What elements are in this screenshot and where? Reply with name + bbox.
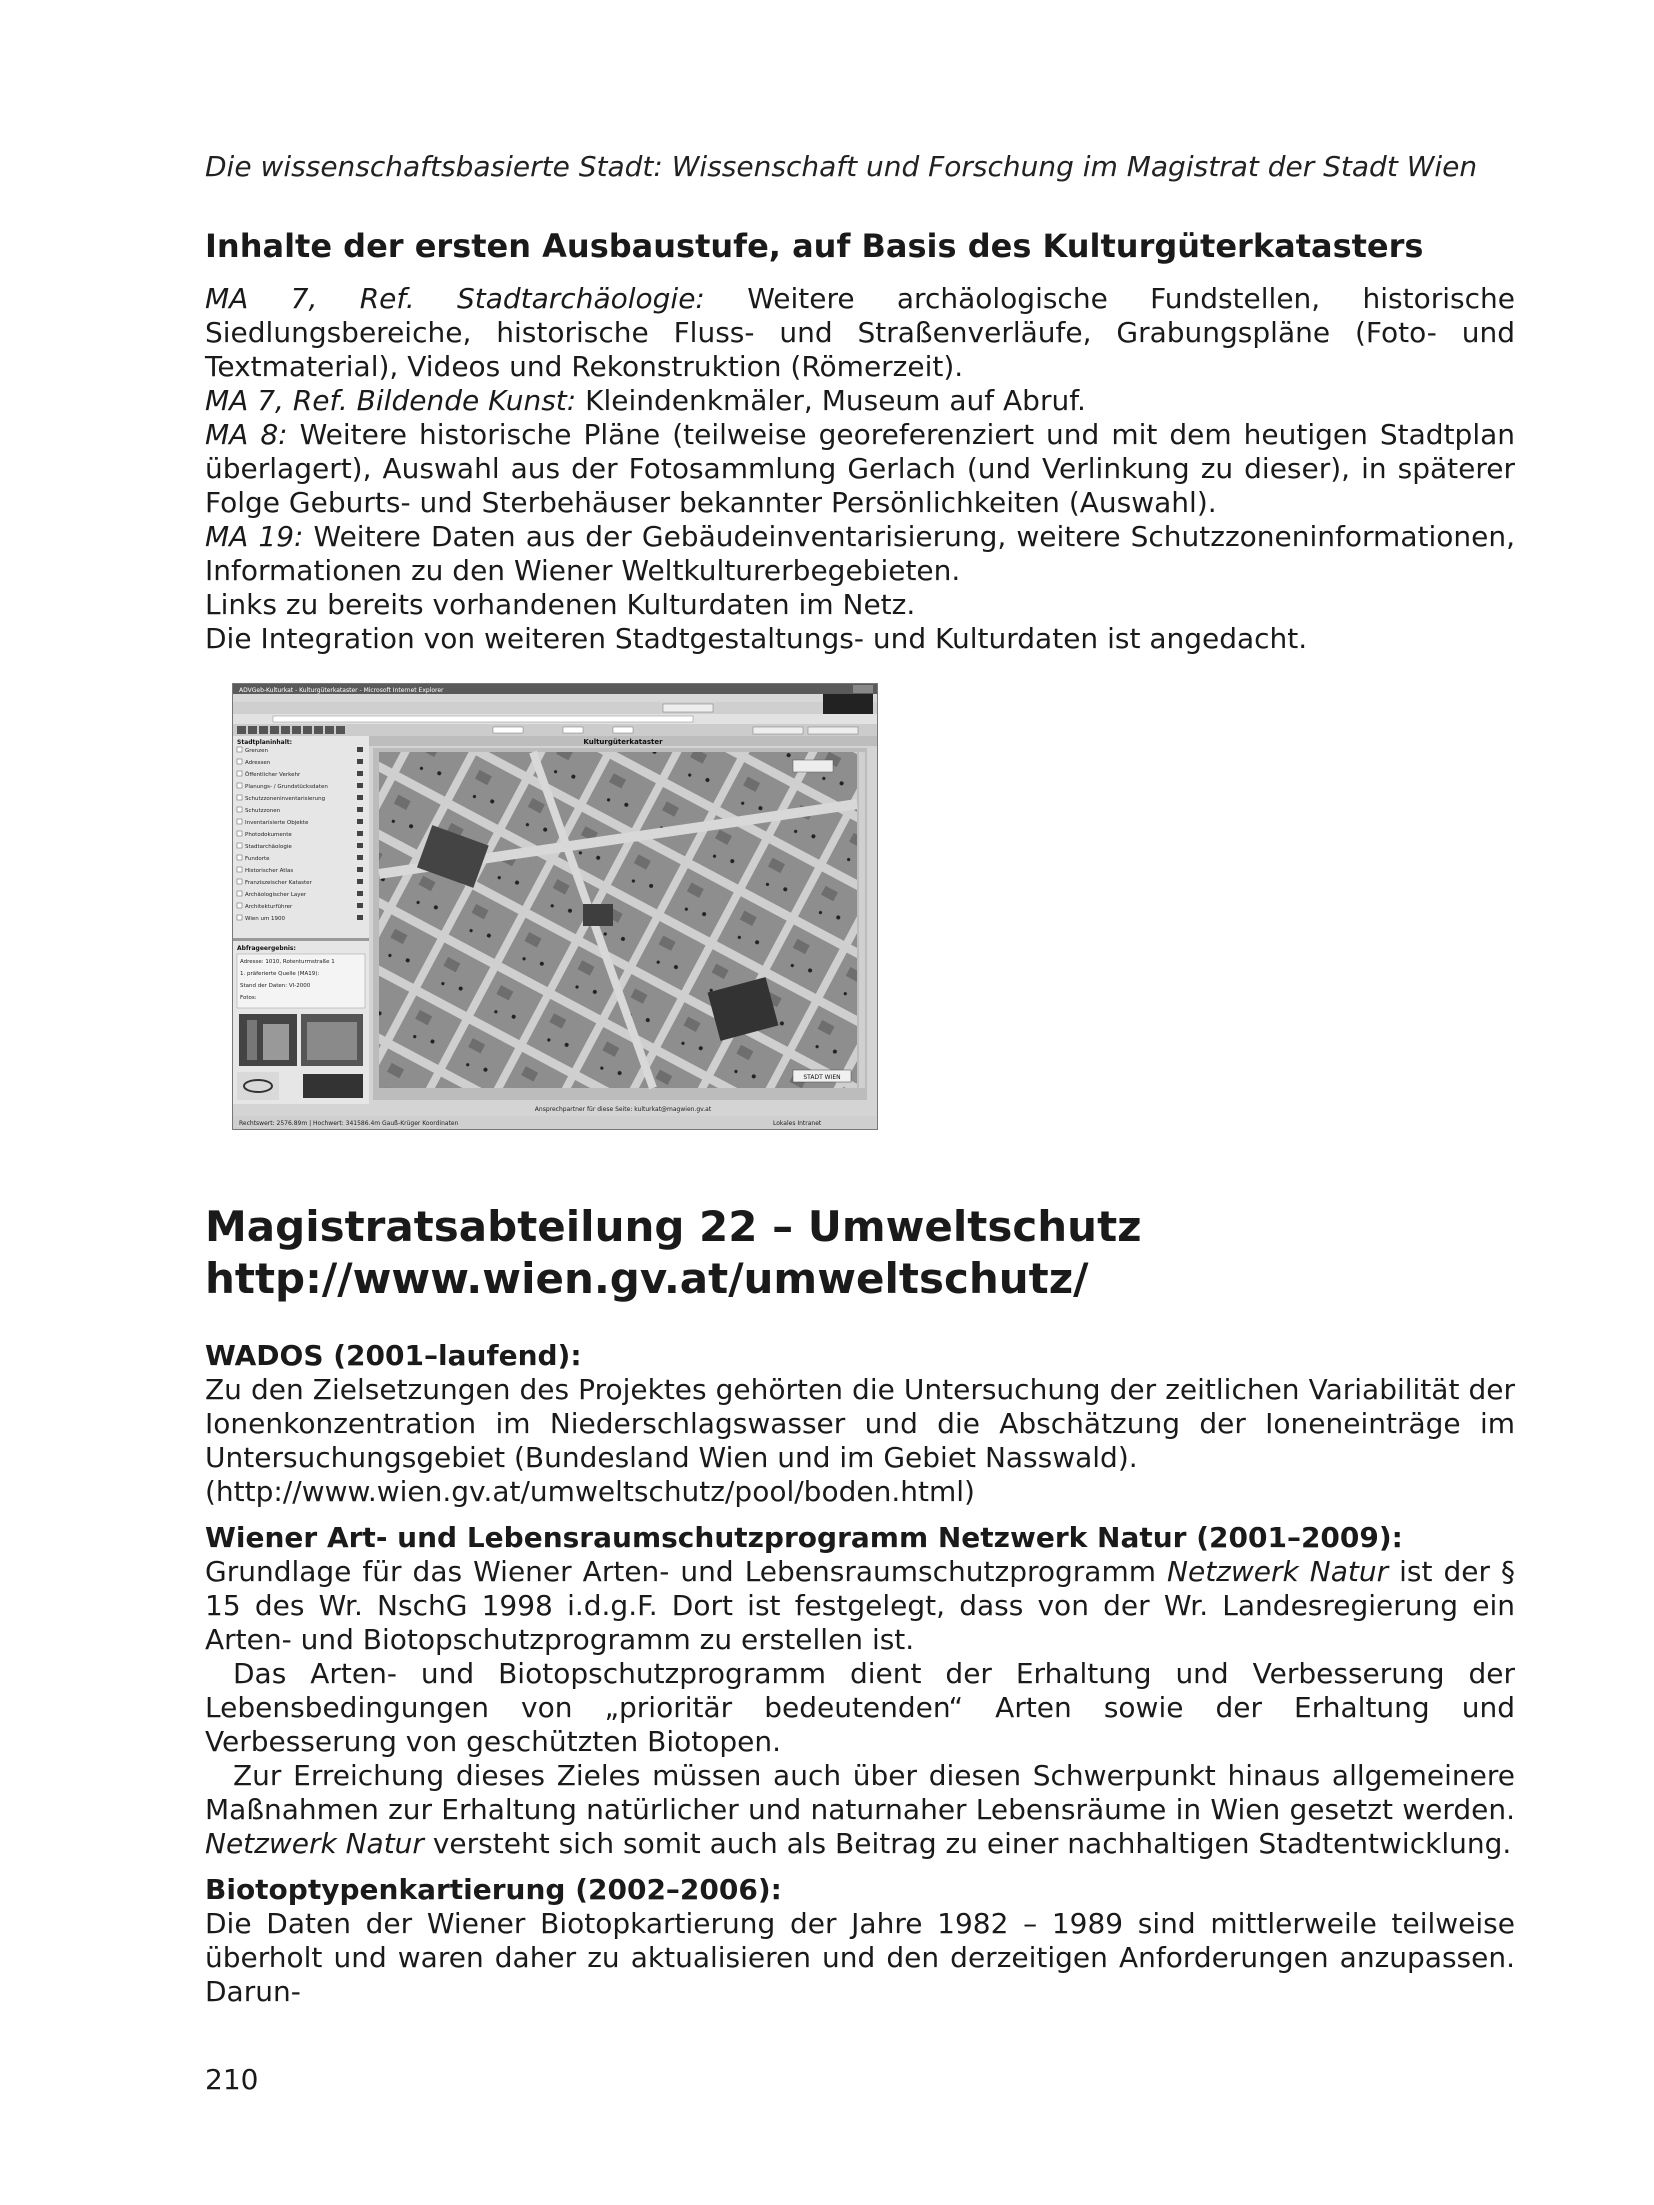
sidebar-layer-info-icon[interactable] <box>357 915 363 920</box>
window-close-button[interactable] <box>853 685 873 693</box>
paragraph-wados: Zu den Zielsetzungen des Projektes gehörten die Untersuchung der zeitlichen Variabilität der Ionenkonzentration im Niederschlagswasser und die Abschätzung der Ioneneinträge im Untersuchungsgebiet (Bundesland Wien und im Gebiet Nasswald). <box>205 1373 1515 1474</box>
netz-p3-emphasis: Netzwerk Natur <box>205 1827 424 1860</box>
sidebar-layer-checkbox[interactable] <box>237 759 242 764</box>
label-ma19: MA 19: <box>205 520 304 553</box>
sidebar-layer-info-icon[interactable] <box>357 891 363 896</box>
sidebar-layer-item[interactable]: Schutzzonen <box>245 808 281 814</box>
paragraph-ma7-stadtarchaeologie <box>205 282 1515 384</box>
query-result-line: Adresse: 1010, Rotenturmstraße 1 <box>240 959 335 965</box>
paragraph-ma19 <box>205 520 1515 588</box>
sidebar-layer-checkbox[interactable] <box>237 771 242 776</box>
map-building-block-3 <box>583 904 613 926</box>
sidebar-layer-info-icon[interactable] <box>357 855 363 860</box>
subheading-netzwerk-natur: Wiener Art- und Lebensraumschutzprogramm Netzwerk Natur (2001–2009): <box>205 1521 1403 1554</box>
sidebar-layer-checkbox[interactable] <box>237 867 242 872</box>
paragraph-ma7-bildende-kunst <box>205 384 1515 418</box>
address-input[interactable] <box>273 716 693 722</box>
sidebar-layer-info-icon[interactable] <box>357 807 363 812</box>
sidebar-layer-item[interactable]: Wien um 1900 <box>245 916 286 922</box>
breite-field[interactable] <box>563 727 583 733</box>
wados-link: (http://www.wien.gv.at/umweltschutz/pool/boden.html) <box>205 1475 975 1508</box>
sidebar-layer-checkbox[interactable] <box>237 747 242 752</box>
sidebar-layer-checkbox[interactable] <box>237 819 242 824</box>
query-result-line: 1. präferierte Quelle (MA19): <box>240 971 320 977</box>
sidebar-layer-checkbox[interactable] <box>237 891 242 896</box>
map-scrollbar[interactable] <box>859 752 865 1088</box>
sidebar-layer-checkbox[interactable] <box>237 795 242 800</box>
browser-toolbar <box>233 702 877 714</box>
sidebar-layer-checkbox[interactable] <box>237 783 242 788</box>
paragraph-netzwerk-3 <box>205 1759 1515 1861</box>
favorites-button[interactable] <box>663 704 713 712</box>
sidebar-layer-info-icon[interactable] <box>357 843 363 848</box>
line-integration: Die Integration von weiteren Stadtgestaltungs- und Kulturdaten ist angedacht. <box>205 622 1308 655</box>
query-result-line: Fotos: <box>240 995 257 1001</box>
footer-contact: Ansprechpartner für diese Seite: kulturkat@magwien.gv.at <box>534 1106 712 1113</box>
query-result-line: Stand der Daten: VI-2000 <box>240 983 311 989</box>
label-ma7-stadtarchaeologie: MA 7, Ref. Stadtarchäologie: <box>205 282 705 315</box>
netz-p1-emphasis: Netzwerk Natur <box>1167 1555 1389 1588</box>
sidebar-layer-item[interactable]: Archäologischer Layer <box>245 892 307 898</box>
paragraph-netzwerk-2: Das Arten- und Biotopschutzprogramm dient der Erhaltung und Verbesserung der Lebensbedingungen von „prioritär bedeutenden“ Arten sowie der Erhaltung und Verbesserung von geschützten Biotopen. <box>205 1657 1515 1758</box>
paragraph-biotoptypenkartierung: Die Daten der Wiener Biotopkartierung der Jahre 1982 – 1989 sind mittlerweile teilweise überholt und waren daher zu aktualisieren und den derzeitigen Anforderungen anzupassen. Darun- <box>205 1907 1515 2008</box>
netz-p3-text-b: versteht sich somit auch als Beitrag zu einer nachhaltigen Stadtentwicklung. <box>423 1827 1512 1860</box>
sidebar-layer-checkbox[interactable] <box>237 855 242 860</box>
sidebar-layer-item[interactable]: Schutzzoneninventarisierung <box>245 796 326 802</box>
netz-p1-text-b: ist der § 15 des Wr. NschG 1998 i.d.g.F. Dort ist festgelegt, dass von der Wr. Landesregierung ein Arten- und Biotopschutzprogramm zu erstellen ist. <box>205 1555 1516 1656</box>
sidebar-layer-checkbox[interactable] <box>237 843 242 848</box>
heading-line-ma22: Magistratsabteilung 22 – Umweltschutz <box>205 1202 1142 1251</box>
stadt-wien-logo <box>303 1074 363 1098</box>
sidebar-layer-info-icon[interactable] <box>357 783 363 788</box>
heading-line-url: http://www.wien.gv.at/umweltschutz/ <box>205 1254 1089 1303</box>
text-ma8: Weitere historische Pläne (teilweise georeferenziert und mit dem heutigen Stadtplan überlagert), Auswahl aus der Fotosammlung Gerlach (und Verlinkung zu dieser), in späterer Folge Geburts- und Sterbehäuser bekannter Persönlichkeiten (Auswahl). <box>205 418 1516 519</box>
bezirk-field[interactable] <box>493 727 523 733</box>
line-links: Links zu bereits vorhandenen Kulturdaten im Netz. <box>205 588 916 621</box>
sidebar-layer-item[interactable]: Planungs- / Grundstücksdaten <box>245 784 328 790</box>
section-heading-kulturgueter: Inhalte der ersten Ausbaustufe, auf Basis des Kulturgüterkatasters <box>205 227 1424 265</box>
menu-bar <box>233 694 877 702</box>
sidebar-layer-info-icon[interactable] <box>357 867 363 872</box>
map-badge-text: STADT WIEN <box>803 1074 841 1081</box>
sidebar-layer-item[interactable]: Öffentlicher Verkehr <box>245 772 301 778</box>
sidebar-layer-info-icon[interactable] <box>357 903 363 908</box>
city-map[interactable] <box>379 752 857 1088</box>
running-head: Die wissenschaftsbasierte Stadt: Wissenschaft und Forschung im Magistrat der Stadt Wien <box>205 150 1478 183</box>
sidebar-layer-item[interactable]: Photodokumente <box>245 832 292 838</box>
window-title: ADVGeb-Kulturkat - Kulturgüterkataster - Microsoft Internet Explorer <box>239 687 444 694</box>
sidebar-layer-item[interactable]: Architekturführer <box>245 904 293 910</box>
netz-p3-text-a: Zur Erreichung dieses Zieles müssen auch über diesen Schwerpunkt hinaus allgemeinere Maßnahmen zur Erhaltung natürlicher und naturnaher Lebensräume in Wien gesetzt werden. <box>205 1759 1515 1826</box>
sidebar-layer-item[interactable]: Inventarisierte Objekte <box>245 820 309 826</box>
section-body-umweltschutz <box>205 1339 1515 2009</box>
karte-button[interactable] <box>808 727 858 734</box>
map-scale-bar <box>793 760 833 772</box>
zoom-field[interactable] <box>613 727 633 733</box>
sidebar-layer-info-icon[interactable] <box>357 795 363 800</box>
sidebar-layer-item[interactable]: Adressen <box>245 760 271 766</box>
text-ma7-stadtarchaeologie: Weitere archäologische Fundstellen, historische Siedlungsbereiche, historische Fluss- und Straßenverläufe, Grabungspläne (Foto- und Textmaterial), Videos und Rekonstruktion (Römerzeit). <box>205 282 1515 383</box>
sidebar-layer-info-icon[interactable] <box>357 747 363 752</box>
paragraph-netzwerk-1 <box>205 1555 1515 1657</box>
sidebar-layer-info-icon[interactable] <box>357 819 363 824</box>
netz-p1-text-a: Grundlage für das Wiener Arten- und Lebensraumschutzprogramm <box>205 1555 1168 1588</box>
sidebar-layer-item[interactable]: Historischer Atlas <box>245 868 294 874</box>
sidebar-layer-checkbox[interactable] <box>237 879 242 884</box>
query-heading: Abfrageergebnis: <box>237 945 296 952</box>
section-body-kulturgueter <box>205 282 1515 656</box>
sidebar-layer-info-icon[interactable] <box>357 759 363 764</box>
sidebar-layer-checkbox[interactable] <box>237 807 242 812</box>
subheading-biotoptypenkartierung: Biotoptypenkartierung (2002–2006): <box>205 1873 782 1906</box>
sidebar-layer-item[interactable]: Fundorte <box>245 856 270 862</box>
browser-logo <box>823 694 873 714</box>
label-ma7-bildende-kunst: MA 7, Ref. Bildende Kunst: <box>205 384 577 417</box>
text-ma19: Weitere Daten aus der Gebäudeinventarisierung, weitere Schutzzoneninformationen, Informationen zu den Wiener Weltkulturerbegebieten. <box>205 520 1515 587</box>
paragraph-ma8 <box>205 418 1515 520</box>
wien-at-button[interactable] <box>753 727 803 734</box>
sidebar-layer-item[interactable]: Franziszeischer Kataster <box>245 880 312 886</box>
status-text: Rechtswert: 2576.89m | Hochwert: 341586.4m Gauß-Krüger Koordinaten <box>239 1120 459 1127</box>
status-zone: Lokales Intranet <box>773 1120 822 1127</box>
page-number: 210 <box>205 2063 259 2096</box>
sidebar-divider <box>233 938 369 941</box>
sidebar-layer-info-icon[interactable] <box>357 879 363 884</box>
label-ma8: MA 8: <box>205 418 288 451</box>
kulturgueterkataster-screenshot <box>232 683 878 1130</box>
sidebar-layer-info-icon[interactable] <box>357 831 363 836</box>
sidebar-layer-item[interactable]: Grenzen <box>245 748 269 754</box>
screenshot-figure <box>233 684 877 1129</box>
sidebar-layer-item[interactable]: Stadtarchäologie <box>245 844 292 850</box>
sidebar-layer-checkbox[interactable] <box>237 915 242 920</box>
section-heading-umweltschutz <box>205 1201 1495 1305</box>
sidebar-layer-checkbox[interactable] <box>237 903 242 908</box>
sidebar-layer-checkbox[interactable] <box>237 831 242 836</box>
sidebar-heading: Stadtplaninhalt: <box>237 739 293 746</box>
text-ma7-bildende-kunst: Kleindenkmäler, Museum auf Abruf. <box>576 384 1086 417</box>
sidebar-layer-info-icon[interactable] <box>357 771 363 776</box>
map-title: Kulturgüterkataster <box>583 738 663 746</box>
subheading-wados: WADOS (2001–laufend): <box>205 1339 582 1372</box>
